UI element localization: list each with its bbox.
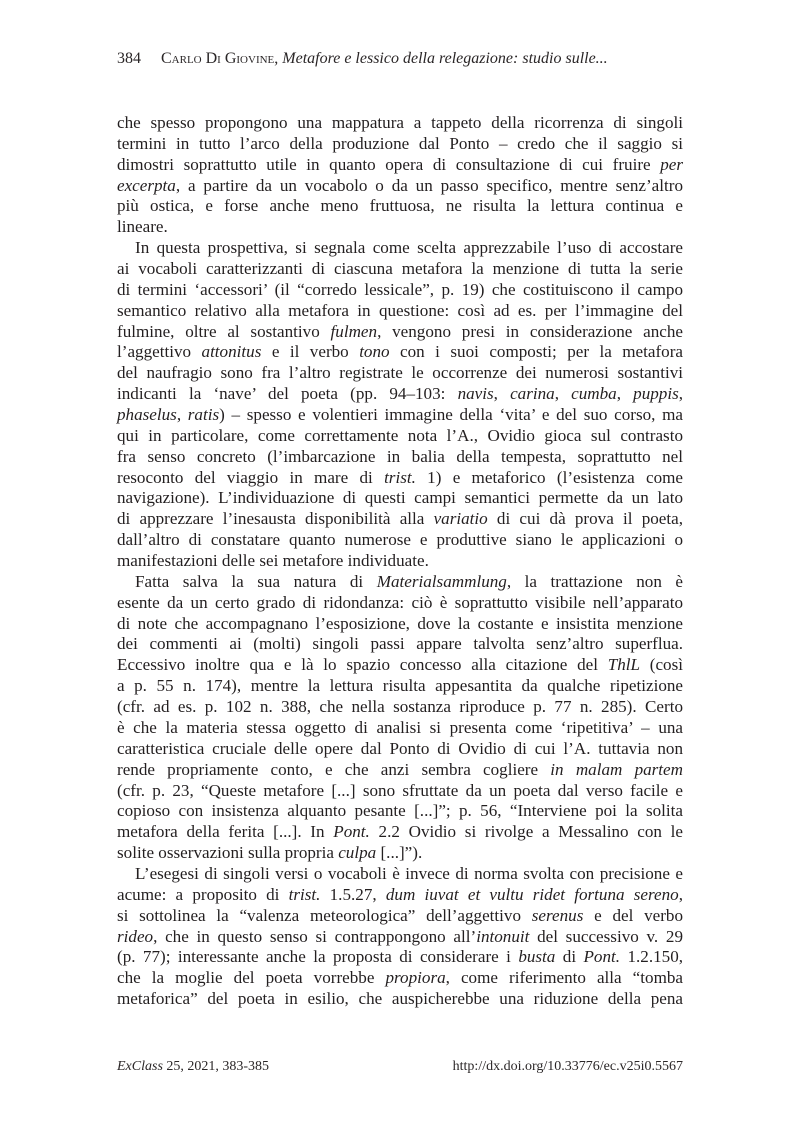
paragraph: [117, 572, 683, 864]
text-line: [117, 718, 683, 739]
text-run: acume: a proposito di: [117, 884, 289, 904]
text-line: [117, 593, 683, 614]
text-run: del naufragio sono fra l’altro registrate le occorrenze dei numerosi sostantivi: [117, 363, 683, 383]
text-run: di: [555, 947, 584, 967]
text-run: semantico relativo alla metafora in questione: così ad es. per l’immagine del: [117, 300, 683, 320]
text-run: , che in questo senso si contrappongono all’: [153, 926, 477, 946]
page-footer: [117, 1057, 683, 1077]
text-line: [117, 468, 683, 489]
italic-term: rideo: [117, 926, 154, 946]
text-line: [117, 739, 683, 760]
text-line: [117, 989, 683, 1010]
text-run: solite osservazioni sulla propria: [117, 843, 339, 863]
text-line: [117, 259, 683, 280]
text-line: [117, 342, 683, 363]
text-line: [117, 843, 683, 864]
text-run: con i suoi composti; per la metafora: [389, 342, 683, 362]
article-title: Metafore e lessico della relegazione: studio sulle...: [282, 50, 608, 67]
text-line: [117, 572, 683, 593]
text-line: [117, 927, 683, 948]
text-line: [117, 196, 683, 217]
text-line: [117, 906, 683, 927]
text-run: di note che accompagnano l’esposizione, dove la costante e insistita menzione: [117, 613, 683, 633]
italic-term: intonuit: [476, 926, 530, 946]
italic-term: tono: [359, 342, 390, 362]
journal-citation: [117, 1057, 269, 1077]
italic-term: cumba: [571, 384, 617, 404]
text-line: [117, 405, 683, 426]
page-number: 384: [117, 50, 141, 67]
text-run: si sottolinea la “valenza meteorologica” dell’aggettivo: [117, 905, 532, 925]
text-run: a p. 55 n. 174), mentre la lettura risulta appesantita da qualche ripetizione: [117, 676, 683, 696]
text-line: [117, 488, 683, 509]
text-line: [117, 509, 683, 530]
author-name: Carlo Di Giovine: [161, 50, 275, 67]
italic-term: culpa: [338, 843, 377, 863]
text-line: [117, 697, 683, 718]
text-run: manifestazioni delle sei metafore individuate.: [117, 551, 429, 571]
text-run: che la moglie del poeta vorrebbe: [117, 968, 386, 988]
text-run: ,: [678, 884, 683, 904]
text-run: , vengono presi in considerazione anche: [377, 321, 683, 341]
text-run: In questa prospettiva, si segnala come scelta apprezzabile l’uso di accostare: [135, 238, 683, 258]
text-run: 1.5.27,: [320, 884, 386, 904]
text-run: L’esegesi di singoli versi o vocaboli è invece di norma svolta con precisione e: [135, 863, 683, 883]
italic-term: ThlL: [607, 655, 641, 675]
text-run: navigazione). L’individuazione di questi campi semantici permette da un lato: [117, 488, 683, 508]
text-run: ,: [176, 405, 188, 425]
text-run: ) – spesso e volentieri immagine della ‘vita’ e del suo corso, ma: [219, 405, 683, 425]
text-run: più ostica, e forse anche meno fruttuosa, ne risulta la lettura continua e: [117, 196, 683, 216]
text-run: l’aggettivo: [117, 342, 202, 362]
text-run: 1) e metaforico (l’esistenza come: [415, 467, 684, 487]
text-run: ai vocaboli caratterizzanti di ciascuna metafora la menzione di tutta la serie: [117, 259, 683, 279]
text-line: [117, 530, 683, 551]
text-run: (p. 77); interessante anche la proposta di considerare i: [117, 947, 519, 967]
text-line: [117, 280, 683, 301]
text-run: qui in particolare, come correttamente nota l’A., Ovidio gioca sul contrasto: [117, 425, 683, 445]
text-line: [117, 614, 683, 635]
article-body: [117, 113, 683, 1010]
text-run: , a partire da un vocabolo o da un passo specifico, mentre senz’altro: [175, 175, 683, 195]
text-run: e del verbo: [583, 905, 683, 925]
text-run: è che la materia stessa oggetto di analisi si presenta come ‘ripetitiva’ – una: [117, 717, 683, 737]
italic-term: excerpta: [117, 175, 176, 195]
text-run: resoconto del viaggio in mare di: [117, 467, 385, 487]
text-line: [117, 864, 683, 885]
text-line: [117, 217, 683, 238]
journal-name: ExClass: [117, 1059, 163, 1074]
text-run: fra senso concreto (l’imbarcazione in balia della tempesta, soprattutto nel: [117, 446, 683, 466]
text-line: [117, 655, 683, 676]
title-separator: ,: [274, 50, 283, 67]
text-run: termini in tutto l’arco della produzione dal Ponto – credo che il saggio si: [117, 133, 683, 153]
text-line: [117, 801, 683, 822]
volume-year-pages: 25, 2021, 383-385: [162, 1059, 270, 1074]
text-line: [117, 885, 683, 906]
text-run: lineare.: [117, 217, 168, 237]
italic-term: phaselus: [117, 405, 177, 425]
text-run: (così: [640, 655, 683, 675]
text-run: metaforica” del poeta in esilio, che auspicherebbe una riduzione della pena: [117, 989, 683, 1009]
italic-term: navis: [457, 384, 494, 404]
text-line: [117, 155, 683, 176]
italic-term: Pont.: [583, 947, 621, 967]
text-line: [117, 551, 683, 572]
text-run: , la trattazione non è: [506, 571, 684, 591]
italic-term: attonitus: [201, 342, 262, 362]
italic-term: fulmen: [330, 321, 378, 341]
running-title: [161, 47, 608, 71]
text-run: rende propriamente conto, e che anzi sembra cogliere: [117, 759, 551, 779]
text-line: [117, 676, 683, 697]
text-run: ,: [554, 384, 572, 404]
text-line: [117, 176, 683, 197]
text-run: (cfr. ad es. p. 102 n. 388, che nella sostanza riproduce p. 77 n. 285). Certo: [117, 697, 683, 717]
text-run: dimostri soprattutto utile in quanto opera di consultazione di cui fruire: [117, 154, 661, 174]
text-line: [117, 363, 683, 384]
text-run: Eccessivo inoltre qua e là lo spazio concesso alla citazione del: [117, 655, 608, 675]
italic-term: Pont.: [333, 822, 370, 842]
italic-term: variatio: [433, 509, 488, 529]
text-line: [117, 384, 683, 405]
italic-term: Materialsammlung: [376, 571, 507, 591]
paragraph: [117, 864, 683, 1010]
text-run: ,: [493, 384, 511, 404]
text-run: esente da un certo grado di ridondanza: ciò è soprattutto visibile nell’apparato: [117, 592, 683, 612]
text-line: [117, 760, 683, 781]
text-run: dall’altro di constatare quanto numerose e produttive siano le applicazioni o: [117, 530, 683, 550]
italic-term: dum iuvat et vultu ridet fortuna sereno: [385, 884, 679, 904]
italic-term: puppis: [633, 384, 679, 404]
text-run: fulmine, oltre al sostantivo: [117, 321, 331, 341]
text-line: [117, 447, 683, 468]
italic-term: carina: [510, 384, 555, 404]
text-line: [117, 238, 683, 259]
text-run: dei commenti ai (molti) singoli passi appare talvolta senz’altro superflua.: [117, 634, 683, 654]
running-header: [117, 47, 717, 71]
text-run: e il verbo: [261, 342, 360, 362]
text-run: del successivo v. 29: [529, 926, 684, 946]
text-run: che spesso propongono una mappatura a tappeto della ricorrenza di singoli: [117, 113, 683, 132]
text-run: di apprezzare l’inesausta disponibilità alla: [117, 509, 434, 529]
text-run: di termini ‘accessori’ (il “corredo lessicale”, p. 19) che costituiscono il campo: [117, 279, 683, 299]
text-run: metafora della ferita [...]. In: [117, 822, 334, 842]
text-run: (cfr. p. 23, “Queste metafore [...] sono sfruttate da un poeta dal verso facile e: [117, 780, 683, 800]
italic-term: propiora: [385, 968, 446, 988]
text-line: [117, 426, 683, 447]
text-run: , come riferimento alla “tomba: [445, 968, 683, 988]
text-line: [117, 322, 683, 343]
italic-term: ratis: [187, 405, 220, 425]
italic-term: busta: [518, 947, 556, 967]
paragraph: [117, 113, 683, 238]
text-line: [117, 134, 683, 155]
text-line: [117, 822, 683, 843]
text-run: ,: [678, 384, 684, 404]
text-run: Fatta salva la sua natura di: [135, 571, 377, 591]
italic-term: trist.: [384, 467, 416, 487]
text-run: copioso con insistenza alquanto pesante [...]”; p. 56, “Interviene poi la solita: [117, 801, 683, 821]
text-run: ,: [616, 384, 634, 404]
text-line: [117, 634, 683, 655]
paragraph: [117, 238, 683, 572]
text-run: 2.2 Ovidio si rivolge a Messalino con le: [369, 822, 684, 842]
text-run: [...]”).: [376, 843, 423, 863]
italic-term: serenus: [531, 905, 584, 925]
text-run: di cui dà prova il poeta,: [487, 509, 683, 529]
italic-term: trist.: [288, 884, 321, 904]
text-run: 1.2.150,: [620, 947, 684, 967]
text-run: caratteristica cruciale delle opere dal Ponto di Ovidio di cui l’A. tuttavia non: [117, 738, 683, 758]
text-line: [117, 947, 683, 968]
text-line: [117, 781, 683, 802]
italic-term: per: [660, 154, 683, 174]
text-line: [117, 113, 683, 134]
text-run: indicanti la ‘nave’ del poeta (pp. 94–103:: [117, 384, 458, 404]
doi-link[interactable]: http://dx.doi.org/10.33776/ec.v25i0.5567: [452, 1059, 683, 1074]
italic-term: in malam partem: [550, 759, 683, 779]
text-line: [117, 968, 683, 989]
text-line: [117, 301, 683, 322]
